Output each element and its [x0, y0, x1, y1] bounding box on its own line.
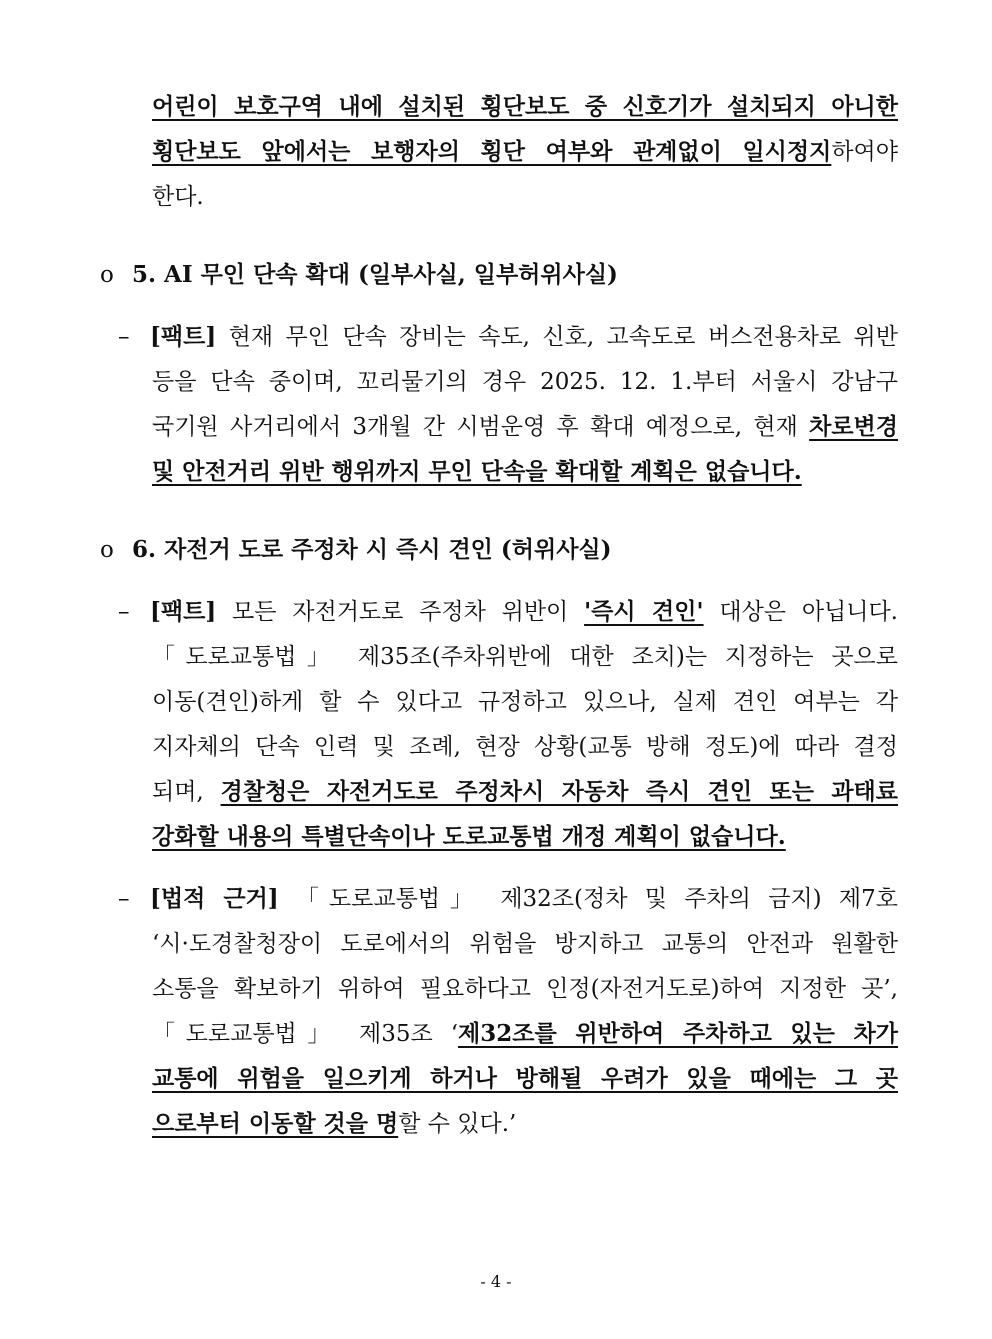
- text-segment: ‘시·도경찰청장이 도로에서의 위험을 방지하고 교통의 안전과 원활한: [152, 931, 898, 957]
- text-segment: 및 안전거리 위반 행위까지 무인 단속을 확대할 계획은 없습니다.: [152, 458, 802, 485]
- bullet-circle-icon: o: [100, 537, 114, 563]
- text-segment: 강화할 내용의 특별단속이나 도로교통법 개정 계획이 없습니다.: [152, 823, 786, 850]
- bullet-circle-icon: o: [100, 262, 114, 288]
- text-segment: 교통에 위험을 일으키게 하거나 방해될 우려가 있을 때에는 그 곳: [152, 1065, 898, 1092]
- text-line: [152, 775, 898, 809]
- text-segment: [팩트]: [150, 323, 217, 350]
- dash-marker: –: [118, 886, 130, 912]
- text-line: [152, 410, 898, 444]
- text-segment: 대상은 아닙니다.: [703, 599, 898, 625]
- text-line: [152, 1017, 898, 1051]
- text-segment: [팩트]: [150, 598, 217, 625]
- text-line: [150, 595, 898, 629]
- text-segment: 횡단보도 앞에서는 보행자의 횡단 여부와 관계없이 일시정지: [152, 138, 832, 165]
- text-segment: 어린이 보호구역 내에 설치된 횡단보도 중 신호기가 설치되지 아니한: [152, 93, 898, 120]
- text-line: [152, 640, 898, 674]
- text-segment: '즉시 견인': [584, 598, 704, 625]
- text-segment: 하여야: [831, 139, 898, 165]
- text-segment: 지자체의 단속 인력 및 조례, 현장 상황(교통 방해 정도)에 따라 결정: [152, 734, 898, 760]
- text-segment: 이동(견인)하게 할 수 있다고 규정하고 있으나, 실제 견인 여부는 각: [152, 689, 898, 715]
- text-line: [152, 455, 898, 489]
- text-line: [152, 1107, 898, 1141]
- text-line: [152, 180, 898, 214]
- dash-marker: –: [118, 324, 130, 350]
- text-segment: 등을 단속 중이며, 꼬리물기의 경우 2025. 12. 1.부터 서울시 강남구: [152, 369, 898, 395]
- dash-marker: –: [118, 599, 130, 625]
- text-segment: 「도로교통법」 제35조 ‘: [152, 1021, 459, 1047]
- text-segment: 경찰청은 자전거도로 주정차시 자동차 즉시 견인 또는 과태료: [220, 778, 898, 805]
- text-line: [152, 1062, 898, 1096]
- text-segment: 한다.: [152, 184, 204, 210]
- section-5-heading: 5. AI 무인 단속 확대 (일부사실, 일부허위사실): [132, 261, 618, 288]
- text-segment: 「도로교통법」 제32조(정차 및 주차의 금지) 제7호: [278, 886, 898, 912]
- text-line: [152, 135, 898, 169]
- text-line: [152, 820, 898, 854]
- text-segment: 차로변경: [809, 413, 898, 440]
- text-segment: 「도로교통법」 제35조(주차위반에 대한 조치)는 지정하는 곳으로: [152, 644, 898, 670]
- text-line: [152, 365, 898, 399]
- text-segment: 국기원 사거리에서 3개월 간 시범운영 후 확대 예정으로, 현재: [152, 414, 810, 440]
- text-line: [152, 730, 898, 764]
- text-segment: 제32조를 위반하여 주차하고 있는 차가: [458, 1020, 898, 1047]
- text-segment: 되며,: [152, 779, 221, 805]
- text-segment: 소통을 확보하기 위하여 필요하다고 인정(자전거도로)하여 지정한 곳’,: [152, 976, 898, 1002]
- text-line: [152, 90, 898, 124]
- text-line: [152, 927, 898, 961]
- text-segment: 현재 무인 단속 장비는 속도, 신호, 고속도로 버스전용차로 위반: [216, 324, 898, 350]
- text-line: [152, 685, 898, 719]
- text-line: [150, 320, 898, 354]
- text-line: [150, 882, 898, 916]
- page-number: - 4 -: [480, 1272, 512, 1291]
- text-segment: [법적 근거]: [150, 885, 279, 912]
- text-segment: 할 수 있다.’: [398, 1111, 517, 1137]
- text-segment: 모든 자전거도로 주정차 위반이: [216, 599, 585, 625]
- section-6-heading: 6. 자전거 도로 주정차 시 즉시 견인 (허위사실): [132, 536, 612, 563]
- text-line: [152, 972, 898, 1006]
- text-segment: 으로부터 이동할 것을 명: [152, 1110, 399, 1137]
